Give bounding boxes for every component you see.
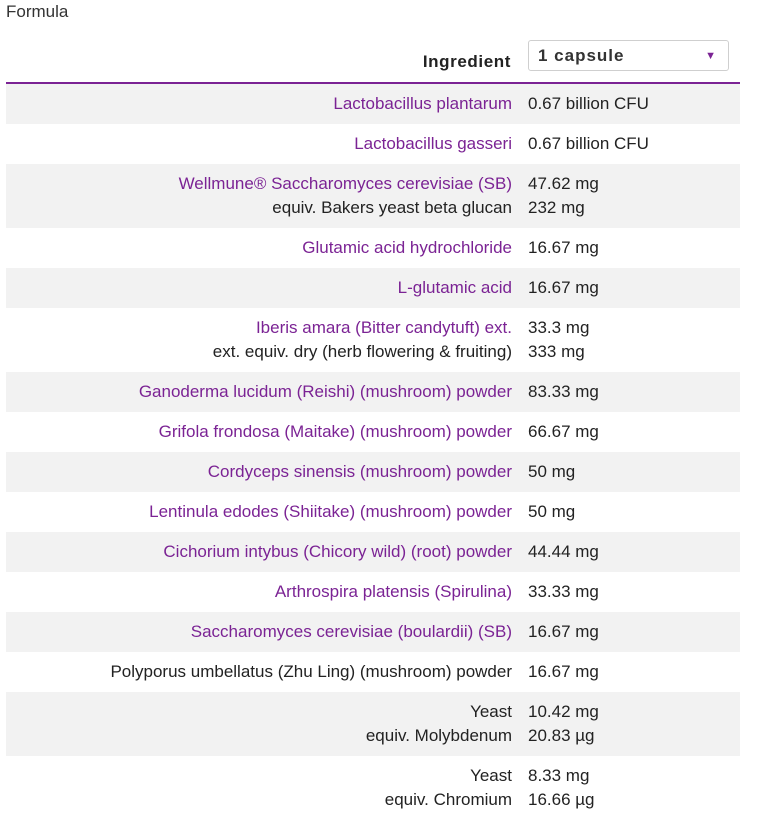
ingredient-link[interactable]: Cichorium intybus (Chicory wild) (root) powder bbox=[163, 542, 512, 561]
ingredient-link[interactable]: Saccharomyces cerevisiae (boulardii) (SB) bbox=[190, 622, 512, 641]
table-row bbox=[6, 612, 740, 652]
page-title: Formula bbox=[6, 2, 69, 21]
ingredient-amount: 232 mg bbox=[528, 198, 585, 217]
ingredient-line bbox=[6, 276, 740, 300]
ingredient-link[interactable]: L-glutamic acid bbox=[397, 278, 512, 297]
table-row bbox=[6, 652, 740, 692]
table-row bbox=[6, 372, 740, 412]
ingredient-amount: 50 mg bbox=[528, 462, 576, 481]
ingredient-link[interactable]: Grifola frondosa (Maitake) (mushroom) powder bbox=[158, 422, 512, 441]
ingredient-line bbox=[6, 724, 740, 748]
table-row bbox=[6, 492, 740, 532]
ingredient-link[interactable]: Lactobacillus gasseri bbox=[354, 134, 512, 153]
ingredient-amount: 83.33 mg bbox=[528, 382, 599, 401]
ingredient-amount: 16.67 mg bbox=[528, 662, 599, 681]
ingredient-amount: 0.67 billion CFU bbox=[528, 94, 649, 113]
ingredient-amount: 44.44 mg bbox=[528, 542, 599, 561]
ingredient-name: equiv. Bakers yeast beta glucan bbox=[272, 198, 512, 217]
ingredient-line bbox=[6, 460, 740, 484]
ingredient-link[interactable]: Glutamic acid hydrochloride bbox=[302, 238, 512, 257]
ingredient-amount: 16.67 mg bbox=[528, 622, 599, 641]
ingredient-name: Yeast bbox=[470, 766, 512, 785]
ingredient-link[interactable]: Arthrospira platensis (Spirulina) bbox=[274, 582, 512, 601]
serving-size-value: 1 capsule bbox=[538, 46, 625, 65]
ingredient-line bbox=[6, 788, 740, 812]
ingredient-link[interactable]: Cordyceps sinensis (mushroom) powder bbox=[207, 462, 512, 481]
ingredient-column-header: Ingredient bbox=[422, 52, 511, 71]
ingredient-line bbox=[6, 380, 740, 404]
ingredient-amount: 33.33 mg bbox=[528, 582, 599, 601]
ingredient-line bbox=[6, 700, 740, 724]
ingredient-amount: 8.33 mg bbox=[528, 766, 590, 785]
table-row bbox=[6, 308, 740, 372]
ingredient-amount: 50 mg bbox=[528, 502, 576, 521]
ingredient-line bbox=[6, 580, 740, 604]
ingredient-link[interactable]: Iberis amara (Bitter candytuft) ext. bbox=[255, 318, 512, 337]
ingredient-line bbox=[6, 500, 740, 524]
table-row bbox=[6, 756, 740, 820]
table-row bbox=[6, 268, 740, 308]
ingredient-line bbox=[6, 340, 740, 364]
ingredient-name: Yeast bbox=[470, 702, 512, 721]
table-row bbox=[6, 228, 740, 268]
ingredient-line bbox=[6, 420, 740, 444]
ingredient-line bbox=[6, 540, 740, 564]
ingredient-amount: 66.67 mg bbox=[528, 422, 599, 441]
serving-size-select[interactable] bbox=[528, 40, 729, 71]
table-row bbox=[6, 84, 740, 124]
ingredient-link[interactable]: Lactobacillus plantarum bbox=[333, 94, 512, 113]
ingredient-amount: 10.42 mg bbox=[528, 702, 599, 721]
ingredient-line bbox=[6, 764, 740, 788]
ingredient-link[interactable]: Ganoderma lucidum (Reishi) (mushroom) powder bbox=[138, 382, 512, 401]
table-row bbox=[6, 532, 740, 572]
table-row bbox=[6, 412, 740, 452]
ingredient-line bbox=[6, 316, 740, 340]
table-row bbox=[6, 124, 740, 164]
table-header bbox=[6, 38, 740, 84]
ingredient-amount: 20.83 µg bbox=[528, 726, 595, 745]
ingredient-line bbox=[6, 172, 740, 196]
ingredient-link[interactable]: Lentinula edodes (Shiitake) (mushroom) powder bbox=[149, 502, 512, 521]
ingredient-line bbox=[6, 236, 740, 260]
ingredient-amount: 33.3 mg bbox=[528, 318, 590, 337]
table-row bbox=[6, 692, 740, 756]
ingredient-name: equiv. Chromium bbox=[384, 790, 512, 809]
ingredient-line bbox=[6, 620, 740, 644]
dropdown-arrow-icon: ▼ bbox=[705, 50, 716, 62]
ingredient-amount: 47.62 mg bbox=[528, 174, 599, 193]
table-row bbox=[6, 572, 740, 612]
ingredient-name: equiv. Molybdenum bbox=[365, 726, 512, 745]
ingredient-line bbox=[6, 660, 740, 684]
ingredient-amount: 16.66 µg bbox=[528, 790, 595, 809]
ingredient-amount: 333 mg bbox=[528, 342, 585, 361]
ingredient-line bbox=[6, 196, 740, 220]
ingredient-line bbox=[6, 92, 740, 116]
table-row bbox=[6, 164, 740, 228]
table-row bbox=[6, 452, 740, 492]
ingredient-amount: 0.67 billion CFU bbox=[528, 134, 649, 153]
ingredient-name: Polyporus umbellatus (Zhu Ling) (mushroom) powder bbox=[110, 662, 512, 681]
ingredient-amount: 16.67 mg bbox=[528, 278, 599, 297]
ingredient-name: ext. equiv. dry (herb flowering & fruiting) bbox=[212, 342, 512, 361]
ingredient-link[interactable]: Wellmune® Saccharomyces cerevisiae (SB) bbox=[178, 174, 512, 193]
formula-table bbox=[6, 84, 740, 820]
ingredient-amount: 16.67 mg bbox=[528, 238, 599, 257]
ingredient-line bbox=[6, 132, 740, 156]
